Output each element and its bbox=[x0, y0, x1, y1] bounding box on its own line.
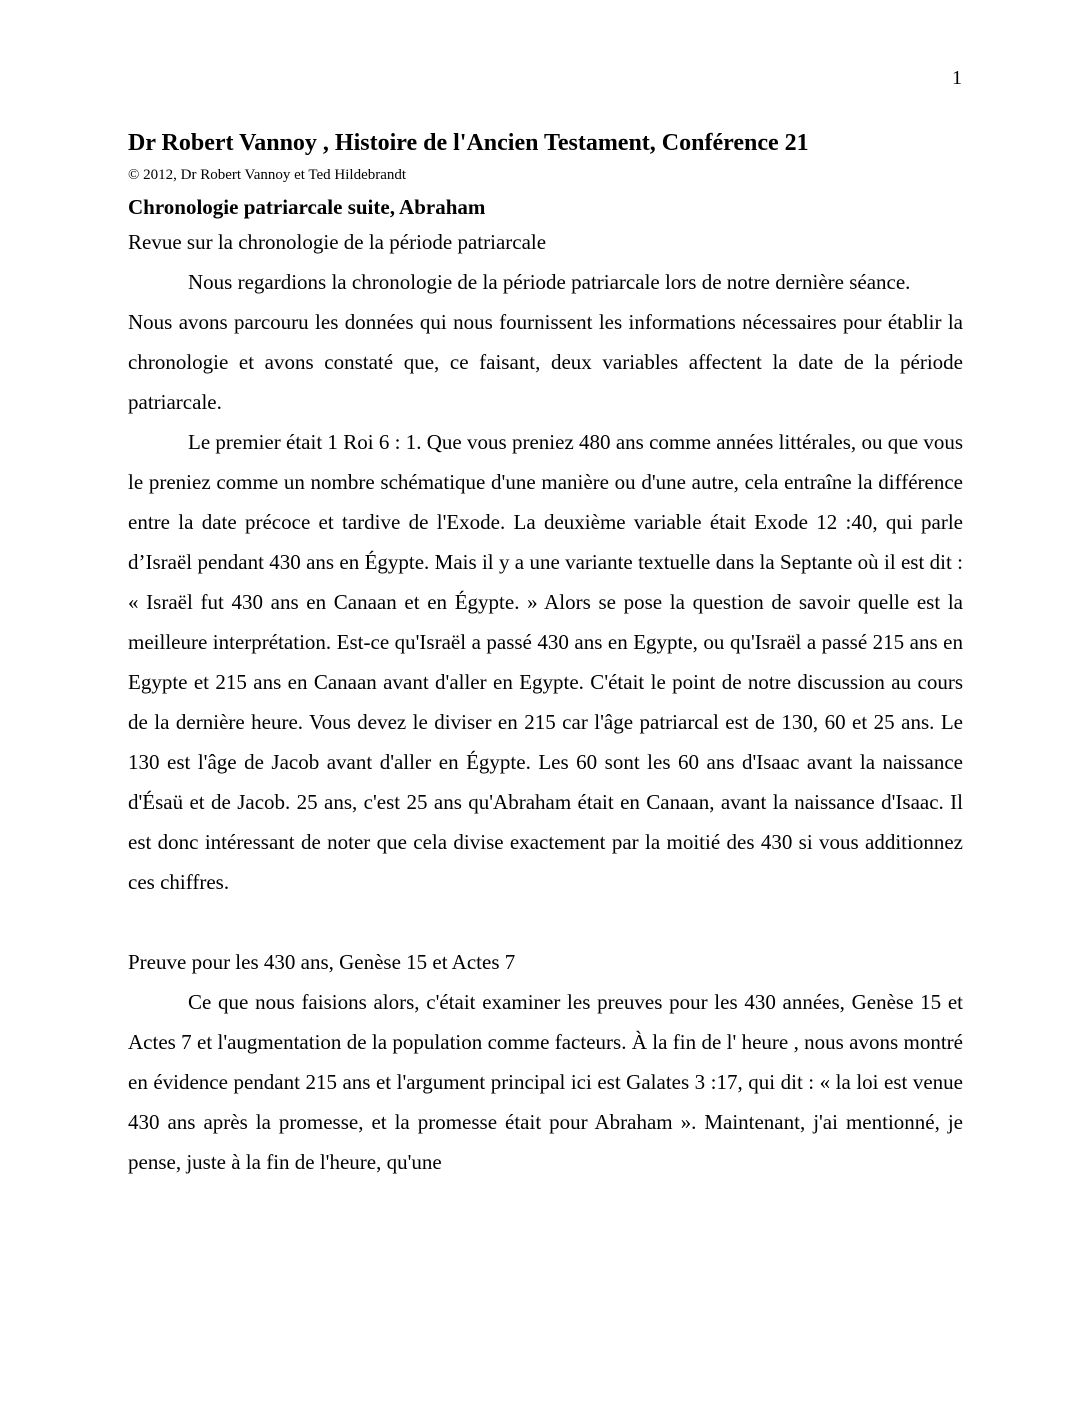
paragraph: Ce que nous faisions alors, c'était examiner les preuves pour les 430 années, Genèse 15 et Actes 7 et l'augmentation de la population comme facteurs. À la fin de l' heure , nous avons montré en évidence pendant 215 ans et l'argument principal ici est Galates 3 :17, qui dit : « la loi est venue 430 ans après la promesse, et la promesse était pour Abraham ». Maintenant, j'ai mentionné, je pense, juste à la fin de l'heure, qu'une bbox=[128, 990, 963, 1174]
copyright-line: © 2012, Dr Robert Vannoy et Ted Hildebrandt bbox=[128, 167, 407, 183]
document-title: Dr Robert Vannoy , Histoire de l'Ancien Testament, Conférence 21 bbox=[128, 130, 809, 156]
page-number: 1 bbox=[952, 67, 962, 89]
section-heading-review: Revue sur la chronologie de la période patriarcale bbox=[128, 230, 547, 254]
paragraph: Le premier était 1 Roi 6 : 1. Que vous preniez 480 ans comme années littérales, ou que vous le preniez comme un nombre schématique d'une manière ou d'une autre, cela entraîne la différence entre la date précoce et tardive de l'Exode. La deuxième variable était Exode 12 :40, qui parle d’Israël pendant 430 ans en Égypte. Mais il y a une variante textuelle dans la Septante où il est dit : « Israël fut 430 ans en Canaan et en Égypte. » Alors se pose la question de savoir quelle est la meilleure interprétation. Est-ce qu'Israël a passé 430 ans en Egypte, ou qu'Israël a passé 215 ans en Egypte et 215 ans en Canaan avant d'aller en Egypte. C'était le point de notre discussion au cours de la dernière heure. Vous devez le diviser en 215 car l'âge patriarcal est de 130, 60 et 25 ans. Le 130 est l'âge de Jacob avant d'aller en Égypte. Les 60 sont les 60 ans d'Isaac avant la naissance d'Ésaü et de Jacob. 25 ans, c'est 25 ans qu'Abraham était en Canaan, avant la naissance d'Isaac. Il est donc intéressant de noter que cela divise exactement par la moitié des 430 si vous additionnez ces chiffres. bbox=[128, 430, 963, 894]
blank-line bbox=[128, 902, 963, 942]
paragraph: Nous regardions la chronologie de la période patriarcale lors de notre dernière séance. bbox=[188, 270, 911, 294]
paragraph: Nous avons parcouru les données qui nous fournissent les informations nécessaires pour établir la chronologie et avons constaté que, ce faisant, deux variables affectent la date de la période patriarcale. bbox=[128, 310, 963, 414]
section-heading-evidence: Preuve pour les 430 ans, Genèse 15 et Actes 7 bbox=[128, 950, 516, 974]
lecture-subtitle: Chronologie patriarcale suite, Abraham bbox=[128, 195, 486, 219]
document-body bbox=[128, 126, 963, 1182]
